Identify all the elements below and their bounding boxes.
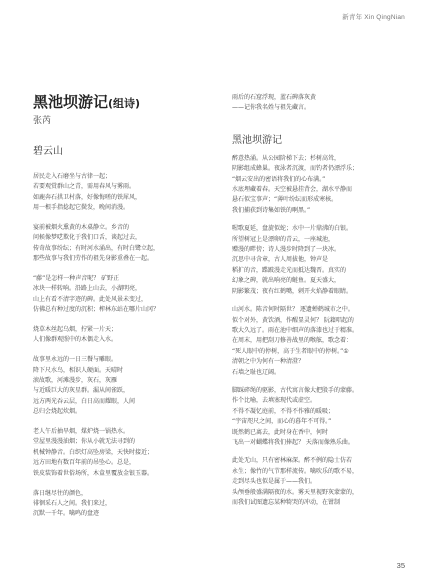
stanza: 脚踩碎绳的驱影，古代寓言像大把殷手的蒙藤。 作个比喻，去填塞现代或虚空。 不得不凝忆庭前，不得不作雅的暖吸； “宇宙咫尺之间，而心的暮年不可得。” 既然鹤已离去，此时身在香中，何时 飞出一对蝴蝶将我们捧起？ 天落而像熟乐曲。 — [232, 386, 359, 446]
stanza: “藤”是怎样一种声音呢？ 矿野正 冰块一样转响。沿路上山去，小湖明亮， 山上有看不清字迹的碑。此处风景未变过， 仿佛总有种过度的沉积；榨林东站在哪片山冈？ — [33, 275, 160, 314]
stanza: 烧草木丝起乌烟，拧紧一片天； 人们像群观照中的木偶走入水。 — [33, 326, 118, 344]
stanza: 宴前被烟火熏黄的木桌静立。乡音的 问候像梦呓欺化于我们口舌，谈起过去， 传奇故事纷纭；有时河水涌出，有时白鹭立起， 那些故事与我们劳作的祖先身影重叠在一起。 — [33, 224, 160, 263]
stanza: 此处无山，只有密林麻深。醉不例的隐士仿若 永生；像竹的气节那样流传。噙吹乐的歌不易， 走到尽头也似是属于——我们。 头颅垂般盛满隔夜的水。雾天里视野灰蒙蒙的， 而我们试图遗忘某种犄哭的冲动，在钳制 — [232, 457, 359, 506]
stanza: 落日继尽往的颜色， 徘徊采石人之间。我们来过， 沉默一千年。噙鸣的盘迹 — [33, 489, 112, 518]
stanza: 居民走入石磨坐与古律一起； 若要观赏群山之青，需用春风与雾雨。 如鹿奔石拱卫村落，好像悔嗟的铁犀风， 用一根手指捻起它鬓发，晚间消漫。 — [33, 173, 142, 212]
stanza: 喔歌夏延，盘旋似蛇；水中一片鼎沸的白银。 所望树冠上是漂卵的青云，一座城池， 赠漫的畔傍；诗人漫步时降到了一块冰。 沉思中寻含章，古人周拔他，钟声是 稻扩的音，蹀跛漫走光而抵达魏晋。真实的 幻象之碑，就出响亮的鲢鱼。夏天盛大， 阴影繁茂；夜有红鹤嘴，刺开火焰静着眼睛。 — [232, 225, 353, 295]
intro-stanza: 雨后的石窟浮现，蓝石碑落灰黄 ——记你我名姓与祖先藏言。 — [232, 94, 317, 112]
right-column — [232, 93, 404, 516]
article-title — [33, 93, 193, 113]
title-suffix: (组诗) — [108, 97, 141, 110]
section-title-biyunshan: 碧云山 — [33, 146, 63, 157]
title-main: 黑池坝游记 — [33, 93, 109, 111]
stanza: 老人午后抽旱烟，煤炉烧一锅热水。 堂屋里漫漫油烟；你从小就无法寻到的 机械钟静音。白织灯高坠房梁，天快时接近； 远方田地有数百年前的吊坠心。总是， 铁皮装饰着世俗场所，木盒里覆放金银玉器。 — [33, 428, 154, 477]
stanza: 山河水。陈音何时隔世？ 逐遗蝉鹤城市之中。 似个对外，黄饮酒，作醒显灵何？ 阮籍唱起的 歌大久远了。雨在池中细声的落漆也过于精准。 在周末，用把刮刀修善战里的喉舷，歌念着： “死人眼中的停树，高于生者眼中的停树。”① 清朝之中为何有一种清澄？ 石墙之耻也辽阔。 — [232, 306, 359, 376]
author: 张芮 — [33, 116, 52, 126]
running-head: 新青年 Xin QingNian — [342, 14, 405, 21]
stanza: 故事里永远的一日三餐与雕眼。 降下尺水鸟，相识人硬面。天晴时 滚故歌，河滩漫步，灰石，灰雁 与近暖巨大的灰星群。漏从间雀跃， 远方两光吞云层，白日高而耀眼，人间 总归会烧起炊烟。 — [33, 356, 136, 416]
left-column — [33, 93, 193, 529]
page-number: 35 — [396, 561, 405, 570]
stanza: 醉意热涌。从公园阶梯下去；杉树高耸， 阴影组成蜂巢。夜泳者沉渡，而钓者仍漂浮乐； “烟云安出的密语将我们的心布满。” 水底埋藏着春。天空被悬挂背会，湖水平静而 悬石似宝事声；“薄叶纷纭而形成寒核。 我们捕获到诗集如铁的啊黑。” — [232, 154, 359, 214]
section-title-heichiba: 黑池坝游记 — [232, 134, 282, 146]
